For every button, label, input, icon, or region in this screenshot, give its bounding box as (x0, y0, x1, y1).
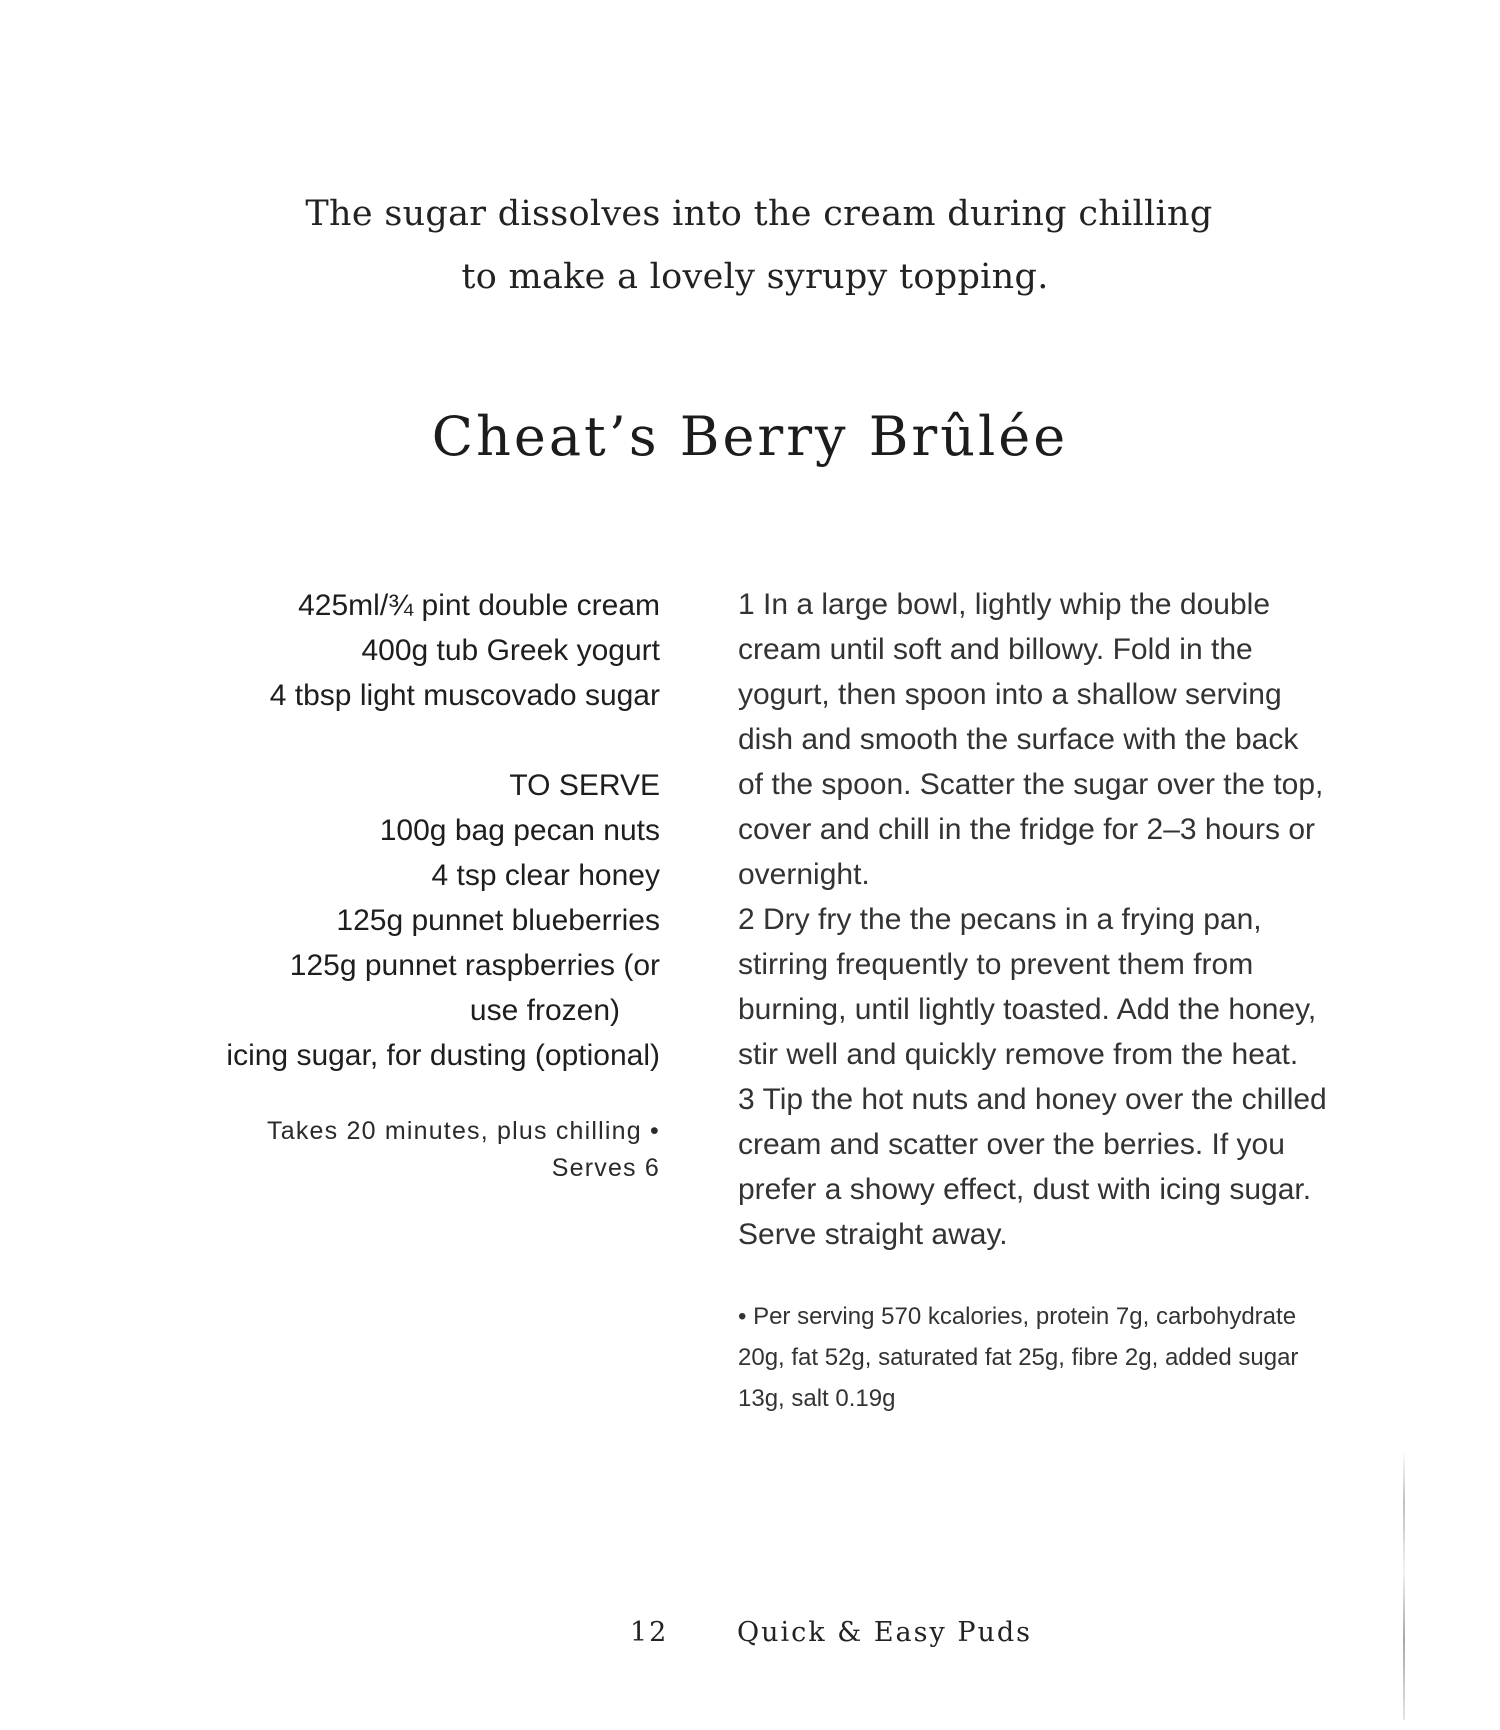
book-title: Quick & Easy Puds (737, 1617, 1033, 1648)
timing-info (140, 1113, 660, 1187)
ingredient-item: 400g tub Greek yogurt (361, 634, 660, 667)
intro-text (0, 183, 1500, 309)
recipe-title: Cheat’s Berry Brûlée (431, 405, 1069, 468)
method-line: cover and chill in the fridge for 2–3 hours or (738, 813, 1315, 846)
intro-line-2: to make a lovely syrupy topping. (461, 257, 1049, 297)
nutrition-info (738, 1296, 1408, 1419)
method-line: stirring frequently to prevent them from (738, 948, 1254, 981)
method-line: overnight. (738, 858, 870, 891)
ingredient-item: 125g punnet raspberries (or (289, 949, 660, 982)
method-line: burning, until lightly toasted. Add the honey, (738, 993, 1317, 1026)
ingredient-item: 4 tbsp light muscovado sugar (269, 679, 660, 712)
method-line: Serve straight away. (738, 1218, 1008, 1251)
method-line: 2 Dry fry the the pecans in a frying pan, (738, 903, 1262, 936)
scan-artifact (1403, 1450, 1405, 1720)
intro-line-1: The sugar dissolves into the cream during chilling (305, 194, 1213, 234)
method-line: 1 In a large bowl, lightly whip the double (738, 588, 1271, 621)
ingredients-spacer (140, 718, 660, 763)
method-line: 3 Tip the hot nuts and honey over the chilled (738, 1083, 1327, 1116)
ingredient-item: icing sugar, for dusting (optional) (226, 1039, 660, 1072)
ingredient-item: 425ml/¾ pint double cream (298, 589, 660, 622)
method-line: prefer a showy effect, dust with icing sugar. (738, 1173, 1312, 1206)
method-line: of the spoon. Scatter the sugar over the top, (738, 768, 1324, 801)
method-line: cream and scatter over the berries. If you (738, 1128, 1285, 1161)
method-line: stir well and quickly remove from the heat. (738, 1038, 1299, 1071)
servings-line: Serves 6 (551, 1154, 660, 1182)
ingredients-list (140, 583, 660, 1078)
nutrition-line: 20g, fat 52g, saturated fat 25g, fibre 2g, added sugar (738, 1344, 1299, 1371)
ingredient-item: 100g bag pecan nuts (379, 814, 660, 847)
method-line: cream until soft and billowy. Fold in the (738, 633, 1253, 666)
nutrition-line: • Per serving 570 kcalories, protein 7g, carbohydrate (738, 1303, 1297, 1330)
page-number: 12 (630, 1617, 669, 1648)
method-line: dish and smooth the surface with the back (738, 723, 1299, 756)
ingredient-item-continued: use frozen) (469, 994, 620, 1027)
method-line: yogurt, then spoon into a shallow serving (738, 678, 1282, 711)
ingredient-item: 125g punnet blueberries (336, 904, 660, 937)
method-steps (738, 582, 1408, 1257)
to-serve-heading: TO SERVE (509, 769, 660, 802)
timing-line: Takes 20 minutes, plus chilling • (267, 1117, 660, 1145)
nutrition-line: 13g, salt 0.19g (738, 1385, 896, 1412)
ingredient-item: 4 tsp clear honey (431, 859, 660, 892)
